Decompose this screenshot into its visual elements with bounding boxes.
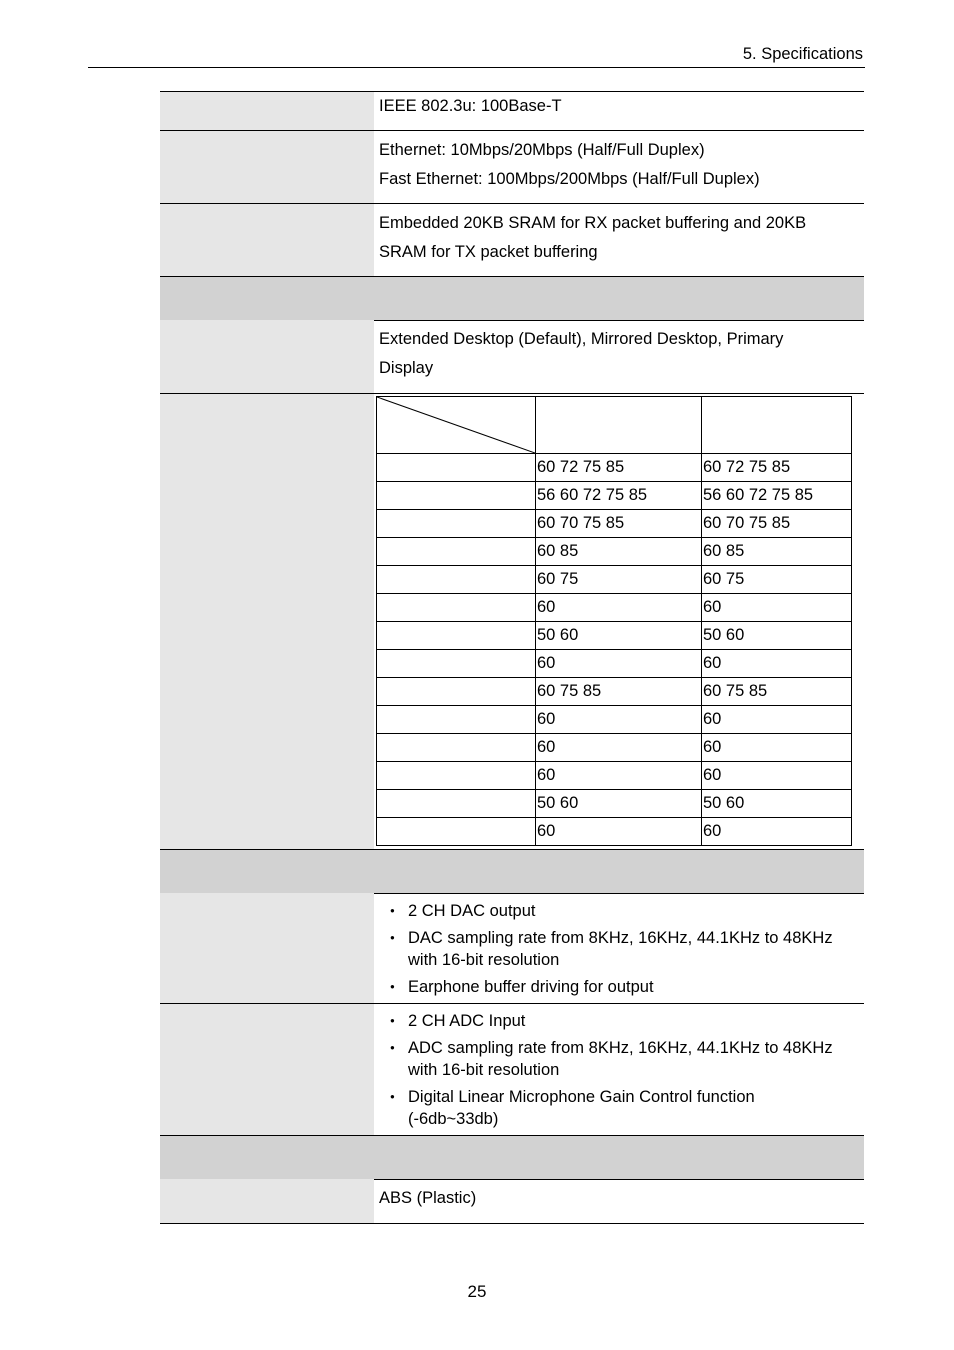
- table-row: [377, 650, 852, 678]
- table-corner-cell: [377, 397, 536, 454]
- table-cell: 60: [536, 650, 702, 678]
- table-row: [377, 594, 852, 622]
- table-cell: 60 72 75 85: [702, 454, 852, 482]
- table-row: [377, 510, 852, 538]
- spec-row-audio-output: [160, 893, 864, 1003]
- list-item: ● Earphone buffer driving for output: [390, 976, 860, 998]
- list-item: ● 2 CH DAC output: [390, 900, 860, 922]
- spec-row-audio-input: [160, 1003, 864, 1136]
- spec-row-display-mode: [160, 320, 864, 393]
- table-row-label-cell: [377, 678, 536, 706]
- table-cell: 60: [536, 734, 702, 762]
- table-cell: 60: [536, 818, 702, 846]
- table-row: [377, 734, 852, 762]
- table-row-label-cell: [377, 538, 536, 566]
- spec-value-text: Ethernet: 10Mbps/20Mbps (Half/Full Duplex): [379, 141, 705, 159]
- table-cell: 56 60 72 75 85: [536, 482, 702, 510]
- table-cell: 60 85: [536, 538, 702, 566]
- table-cell: 60: [702, 762, 852, 790]
- spec-value-text: Fast Ethernet: 100Mbps/200Mbps (Half/Full Duplex): [379, 170, 760, 188]
- table-cell: 50 60: [536, 622, 702, 650]
- spec-label-cell: [160, 1004, 374, 1136]
- table-row: [377, 762, 852, 790]
- table-cell: 60 70 75 85: [702, 510, 852, 538]
- spec-value-text: ABS (Plastic): [379, 1189, 477, 1207]
- table-row: [377, 818, 852, 846]
- spec-row-housing: [160, 1179, 864, 1224]
- header-rule: [88, 67, 865, 68]
- table-row: [377, 566, 852, 594]
- list-item: ● Digital Linear Microphone Gain Control function (-6db~33db): [390, 1086, 860, 1130]
- table-row: [377, 538, 852, 566]
- table-row-label-cell: [377, 706, 536, 734]
- table-row: [377, 706, 852, 734]
- table-cell: 60: [536, 594, 702, 622]
- list-item: ● 2 CH ADC Input: [390, 1010, 860, 1032]
- spec-value-text: SRAM for TX packet buffering: [379, 243, 598, 261]
- spec-value-text: IEEE 802.3u: 100Base-T: [379, 97, 562, 115]
- table-row-label-cell: [377, 790, 536, 818]
- spec-label-cell: [160, 320, 374, 393]
- table-header-cell: [536, 397, 702, 454]
- spec-row-buffer: [160, 203, 864, 277]
- table-cell: 60: [702, 818, 852, 846]
- spec-label-cell: [160, 131, 374, 204]
- table-cell: 50 60: [702, 790, 852, 818]
- table-cell: 60 85: [702, 538, 852, 566]
- table-cell: 60 70 75 85: [536, 510, 702, 538]
- table-cell: 60 75: [536, 566, 702, 594]
- table-cell: 60: [536, 762, 702, 790]
- page-number: 25: [467, 1282, 487, 1301]
- spec-label-cell: [160, 893, 374, 1003]
- spec-value-text: Extended Desktop (Default), Mirrored Desktop, Primary: [379, 330, 784, 348]
- table-cell: 60 75 85: [702, 678, 852, 706]
- table-row-label-cell: [377, 566, 536, 594]
- table-header-cell: [702, 397, 852, 454]
- table-row: [377, 454, 852, 482]
- list-item: ● DAC sampling rate from 8KHz, 16KHz, 44.1KHz to 48KHz with 16-bit resolution: [390, 927, 860, 971]
- table-row-label-cell: [377, 482, 536, 510]
- spec-label-cell: [160, 394, 374, 850]
- spec-row-speed: [160, 130, 864, 204]
- spec-label-cell: [160, 92, 374, 131]
- spec-value-text: Embedded 20KB SRAM for RX packet buffering and 20KB: [379, 214, 807, 232]
- table-row-label-cell: [377, 762, 536, 790]
- spec-label-cell: [160, 1179, 374, 1223]
- table-cell: 60: [702, 706, 852, 734]
- table-cell: 60: [702, 734, 852, 762]
- table-row-label-cell: [377, 594, 536, 622]
- table-cell: 60 75: [702, 566, 852, 594]
- table-row: [377, 678, 852, 706]
- table-row-label-cell: [377, 818, 536, 846]
- table-row: [377, 790, 852, 818]
- table-header-row: [377, 397, 852, 454]
- section-header-display: [160, 276, 864, 321]
- table-cell: 60: [702, 650, 852, 678]
- table-row: [377, 482, 852, 510]
- table-row-label-cell: [377, 650, 536, 678]
- table-cell: 50 60: [536, 790, 702, 818]
- spec-label-cell: [160, 204, 374, 277]
- table-cell: 60: [536, 706, 702, 734]
- section-header-audio: [160, 849, 864, 894]
- table-cell: 60 72 75 85: [536, 454, 702, 482]
- table-cell: 50 60: [702, 622, 852, 650]
- audio-output-list: [390, 900, 860, 1003]
- table-row: [377, 622, 852, 650]
- table-row-label-cell: [377, 454, 536, 482]
- table-row-label-cell: [377, 510, 536, 538]
- table-cell: 60 75 85: [536, 678, 702, 706]
- refresh-rate-table: [376, 396, 852, 846]
- audio-input-list: [390, 1010, 860, 1135]
- table-row-label-cell: [377, 734, 536, 762]
- table-row-label-cell: [377, 622, 536, 650]
- spec-value-text: Display: [379, 359, 434, 377]
- diagonal-divider: [377, 397, 535, 453]
- list-item: ● ADC sampling rate from 8KHz, 16KHz, 44.1KHz to 48KHz with 16-bit resolution: [390, 1037, 860, 1081]
- section-header-mechanical: [160, 1135, 864, 1180]
- table-cell: 60: [702, 594, 852, 622]
- spec-row-standard: [160, 91, 864, 131]
- running-header: 5. Specifications: [742, 45, 863, 63]
- table-cell: 56 60 72 75 85: [702, 482, 852, 510]
